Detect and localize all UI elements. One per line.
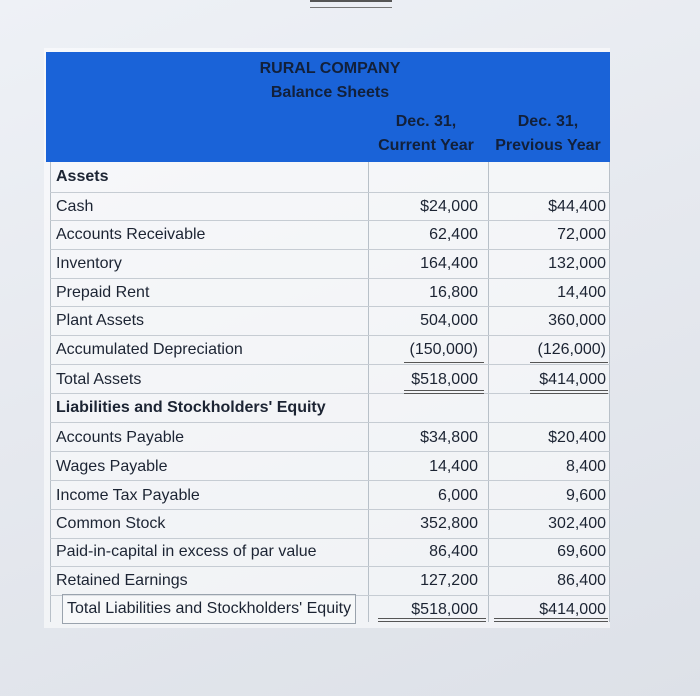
previous-year-value: (126,000) — [537, 341, 606, 358]
table-row — [48, 567, 610, 595]
table-row — [48, 538, 610, 566]
row-label: Accumulated Depreciation — [56, 341, 243, 358]
column-header-previous-label: Previous Year — [495, 137, 601, 154]
previous-year-value: $414,000 — [539, 601, 606, 618]
row-label: Inventory — [56, 255, 122, 272]
previous-year-value: 132,000 — [548, 255, 606, 272]
row-label: Common Stock — [56, 515, 166, 532]
previous-year-value: 9,600 — [565, 487, 606, 504]
previous-year-value: 302,400 — [548, 515, 606, 532]
current-year-value: 504,000 — [420, 312, 478, 329]
column-header-current-label: Current Year — [378, 137, 474, 154]
current-year-value: $34,800 — [420, 429, 478, 446]
current-year-value: 14,400 — [429, 458, 478, 475]
previous-year-value: $414,000 — [539, 371, 606, 388]
row-label: Wages Payable — [56, 458, 168, 475]
current-year-value: 164,400 — [420, 255, 478, 272]
current-year-value: $518,000 — [411, 371, 478, 388]
previous-year-value: 360,000 — [548, 312, 606, 329]
column-header-current-date: Dec. 31, — [395, 113, 457, 130]
sheet-title: Balance Sheets — [270, 84, 390, 101]
current-year-value: 86,400 — [429, 543, 478, 560]
column-header-current-year — [366, 110, 486, 158]
table-row — [48, 163, 610, 191]
table-row — [48, 221, 610, 249]
table-row — [48, 424, 610, 452]
previous-year-value: 72,000 — [557, 226, 606, 243]
current-year-value: 6,000 — [437, 487, 478, 504]
row-label: Total Assets — [56, 371, 142, 388]
table-row — [48, 366, 610, 394]
previous-year-value: 14,400 — [557, 284, 606, 301]
previous-year-value: 86,400 — [557, 572, 606, 589]
previous-year-value: 8,400 — [565, 458, 606, 475]
grid-line — [50, 422, 610, 423]
table-row — [48, 394, 610, 422]
row-label: Cash — [56, 198, 94, 215]
top-edge-line — [310, 0, 392, 8]
table-row — [48, 482, 610, 510]
current-year-value: 127,200 — [420, 572, 478, 589]
current-year-value: 62,400 — [429, 226, 478, 243]
table-row — [48, 453, 610, 481]
section-heading-assets: Assets — [56, 168, 109, 185]
company-name: RURAL COMPANY — [259, 60, 401, 77]
previous-year-value: $20,400 — [548, 429, 606, 446]
table-row — [48, 336, 610, 364]
row-label: Paid-in-capital in excess of par value — [56, 543, 317, 560]
row-label: Accounts Payable — [56, 429, 185, 446]
current-year-value: $518,000 — [411, 601, 478, 618]
current-year-value: 16,800 — [429, 284, 478, 301]
current-year-value: 352,800 — [420, 515, 478, 532]
row-label: Prepaid Rent — [56, 284, 150, 301]
row-label: Plant Assets — [56, 312, 145, 329]
table-row — [48, 307, 610, 335]
table-row — [48, 250, 610, 278]
current-year-value: $24,000 — [420, 198, 478, 215]
column-header-previous-date: Dec. 31, — [517, 113, 579, 130]
row-label: Total Liabilities and Stockholders' Equity — [62, 594, 356, 624]
table-row — [48, 596, 610, 624]
column-header-previous-year — [488, 110, 608, 158]
table-row — [48, 510, 610, 538]
section-heading-liabilities: Liabilities and Stockholders' Equity — [56, 399, 326, 416]
row-label: Income Tax Payable — [56, 487, 200, 504]
table-row — [48, 193, 610, 221]
row-label: Accounts Receivable — [56, 226, 206, 243]
table-row — [48, 279, 610, 307]
current-year-value: (150,000) — [409, 341, 478, 358]
previous-year-value: 69,600 — [557, 543, 606, 560]
grid-line — [50, 364, 610, 365]
row-label: Retained Earnings — [56, 572, 188, 589]
previous-year-value: $44,400 — [548, 198, 606, 215]
